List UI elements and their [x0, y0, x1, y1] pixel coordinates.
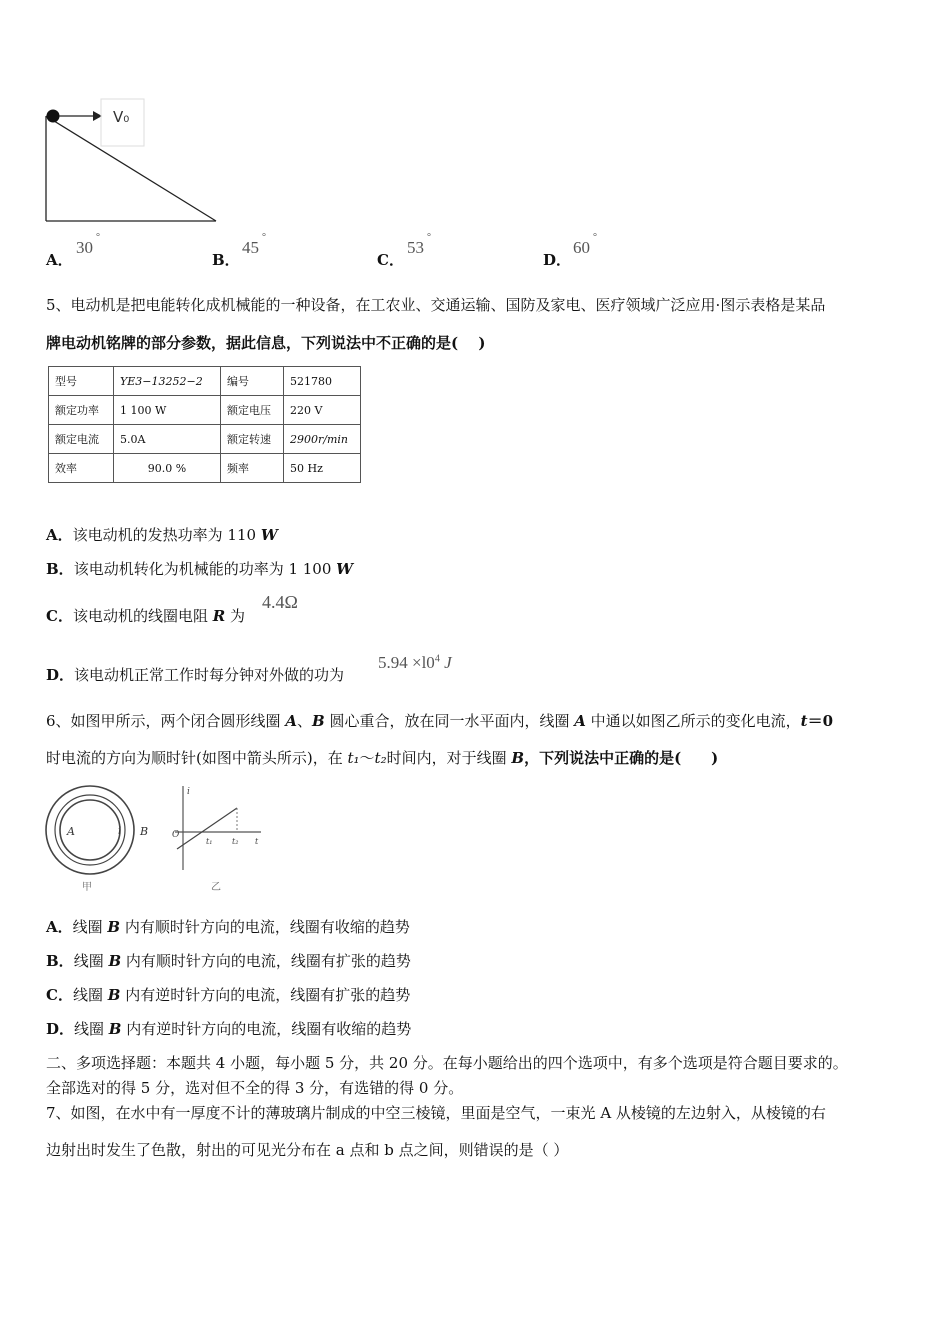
q6-option-d-letter: D．: [46, 1020, 75, 1038]
q5-option-b-letter: B．: [46, 560, 74, 578]
q5-option-a-text: 该电动机的发热功率为 110: [72, 526, 261, 544]
v0-label: V₀: [113, 108, 130, 126]
q6-option-b-post: 内有顺时针方向的电流，线圈有扩张的趋势: [121, 952, 411, 970]
q5-option-d-letter: D．: [46, 666, 75, 684]
q6-sep: 、: [296, 712, 312, 730]
graph-label-i: i: [187, 787, 190, 797]
q4-option-d-degree: °: [593, 232, 597, 243]
q6-option-a-var: B: [107, 918, 121, 936]
q5-option-a-unit: W: [260, 526, 278, 544]
q5-option-c-var: R: [212, 607, 226, 625]
fig-label-b: B: [140, 825, 149, 838]
q5-option-c-text2: 为: [225, 607, 245, 625]
q6-line2-a: 时电流的方向为顺时针(如图中箭头所示)，在: [46, 749, 348, 767]
graph-label-t2: t₂: [232, 837, 239, 846]
graph-label-o: O: [172, 830, 180, 840]
q6-coil-b: B: [311, 712, 325, 730]
q6-line1-c: 中通以如图乙所示的变化电流，: [585, 712, 801, 730]
q6-line1-b: 圆心重合，放在同一水平面内，线圈: [324, 712, 575, 730]
q6-coil-a-2: A: [574, 712, 586, 730]
q6-eq: ＝0: [807, 712, 834, 730]
table-cell: 频率: [221, 454, 284, 483]
q6-option-a-post: 内有顺时针方向的电流，线圈有收缩的趋势: [120, 918, 410, 936]
table-cell: YE3−13252−2: [114, 367, 221, 396]
ball: [47, 110, 60, 123]
table-cell: 编号: [221, 367, 284, 396]
q6-coil-a: A: [285, 712, 297, 730]
table-cell: 额定转速: [221, 425, 284, 454]
q4-option-c-letter[interactable]: C．: [377, 251, 404, 269]
table-cell: 额定功率: [49, 396, 114, 425]
q6-option-c-var: B: [107, 986, 121, 1004]
fig-label-a: A: [67, 825, 75, 838]
q6-stem-line2: [46, 748, 718, 768]
q4-option-b-letter[interactable]: B．: [212, 251, 240, 269]
q6-option-a-pre: 线圈: [72, 918, 108, 936]
q4-options: [46, 232, 646, 269]
q6-line2-b: 时间内，对于线圈: [386, 749, 512, 767]
q6-t: t: [800, 712, 808, 730]
q6-option-c-letter: C．: [46, 986, 73, 1004]
q6-line2-c: ，下列说法中正确的是( ): [524, 749, 719, 767]
q4-option-c-value: 53: [407, 238, 424, 257]
q4-option-c-degree: °: [427, 232, 431, 243]
slope-figure: [40, 95, 230, 230]
table-row: [49, 454, 361, 483]
q6-option-c[interactable]: [46, 985, 410, 1005]
table-cell: 额定电压: [221, 396, 284, 425]
motor-nameplate-table: [48, 366, 361, 483]
table-cell: 90.0 %: [114, 454, 221, 483]
q4-option-a-letter[interactable]: A．: [46, 251, 73, 269]
table-cell: 5.0A: [114, 425, 221, 454]
q6-option-d-pre: 线圈: [74, 1020, 109, 1038]
q5-option-c-text: 该电动机的线圈电阻: [72, 607, 213, 625]
q5-option-c[interactable]: [46, 606, 245, 626]
q5-option-c-math: 4.4Ω: [262, 592, 298, 612]
q5-option-d-text: 该电动机正常工作时每分钟对外做的功为: [74, 666, 345, 684]
q4-option-a-value: 30: [76, 238, 93, 257]
coil-b-inner: [55, 795, 125, 865]
table-cell: 效率: [49, 454, 114, 483]
table-cell: 型号: [49, 367, 114, 396]
q6-option-a[interactable]: [46, 917, 410, 937]
section2-line1: 二、多项选择题：本题共 4 小题，每小题 5 分，共 20 分。在每小题给出的四个选项中，有多个选项是符合题目要求的。: [46, 1054, 848, 1072]
table-cell: 521780: [284, 367, 361, 396]
table-cell: 2900r/min: [284, 425, 361, 454]
q5-option-b-unit: W: [336, 560, 354, 578]
table-row: [49, 367, 361, 396]
q6-line1-a: 6、如图甲所示，两个闭合圆形线圈: [46, 712, 286, 730]
q6-t1: t₁: [347, 749, 360, 767]
section2-line2: 全部选对的得 5 分，选对但不全的得 3 分，有选错的得 0 分。: [46, 1079, 464, 1097]
fig-label-i: i: [118, 826, 122, 837]
q4-option-a-degree: °: [96, 232, 100, 243]
table-cell: 220 V: [284, 396, 361, 425]
q6-option-b-pre: 线圈: [73, 952, 109, 970]
graph-label-t: t: [255, 837, 259, 846]
q5-stem-line2: 牌电动机铭牌的部分参数，据此信息，下列说法中不正确的是( ): [46, 334, 486, 352]
q6-option-d-post: 内有逆时针方向的电流，线圈有收缩的趋势: [121, 1020, 412, 1038]
fig-caption-jia: 甲: [82, 882, 92, 893]
q6-option-d[interactable]: [46, 1019, 411, 1039]
q5-option-d-math: [378, 653, 452, 673]
q6-t2: t₂: [374, 749, 387, 767]
q6-option-b-letter: B．: [46, 952, 74, 970]
q6-coil-b-2: B: [511, 749, 525, 767]
q7-stem-line2: 边射出时发生了色散，射出的可见光分布在 a 点和 b 点之间，则错误的是（ ）: [46, 1141, 569, 1159]
q5-option-d-base: 5.94 ×l0: [378, 653, 435, 672]
q5-option-c-letter: C．: [46, 607, 73, 625]
graph-label-t1: t₁: [206, 837, 213, 846]
q4-option-b-degree: °: [262, 232, 266, 243]
q6-figure-jia: [40, 780, 160, 895]
q5-stem-line1: 5、电动机是把电能转化成机械能的一种设备，在工农业、交通运输、国防及家电、医疗领域广泛应用·图示表格是某品: [46, 296, 826, 314]
table-row: [49, 425, 361, 454]
table-cell: 50 Hz: [284, 454, 361, 483]
q6-option-a-letter: A．: [46, 918, 73, 936]
q6-option-b[interactable]: [46, 951, 411, 971]
q7-stem-line1: 7、如图，在水中有一厚度不计的薄玻璃片制成的中空三棱镜，里面是空气，一束光 A 从棱镜的左边射入，从棱镜的右: [46, 1104, 826, 1122]
q5-option-a-letter: A．: [46, 526, 73, 544]
fig-caption-yi: 乙: [211, 882, 221, 893]
q6-figure-yi: [165, 782, 275, 897]
q5-option-d-unit: J: [439, 653, 452, 672]
q4-option-b-value: 45: [242, 238, 259, 257]
table-cell: 额定电流: [49, 425, 114, 454]
q5-option-a[interactable]: [46, 525, 278, 545]
q5-option-b-text: 该电动机转化为机械能的功率为 1 100: [73, 560, 337, 578]
q5-option-d-exponent: 4: [434, 653, 440, 665]
q5-option-b[interactable]: [46, 559, 353, 579]
table-cell: 1 100 W: [114, 396, 221, 425]
q6-option-c-pre: 线圈: [72, 986, 108, 1004]
q4-option-d-value: 60: [573, 238, 590, 257]
q6-option-d-var: B: [108, 1020, 122, 1038]
q4-option-d-letter[interactable]: D．: [543, 251, 572, 269]
table-row: [49, 396, 361, 425]
q6-option-c-post: 内有逆时针方向的电流，线圈有扩张的趋势: [120, 986, 411, 1004]
q6-tilde: ～: [359, 749, 375, 767]
q6-option-b-var: B: [108, 952, 122, 970]
q5-option-d[interactable]: [46, 665, 344, 685]
q6-stem-line1: [46, 711, 833, 731]
slope-incline: [46, 116, 216, 221]
